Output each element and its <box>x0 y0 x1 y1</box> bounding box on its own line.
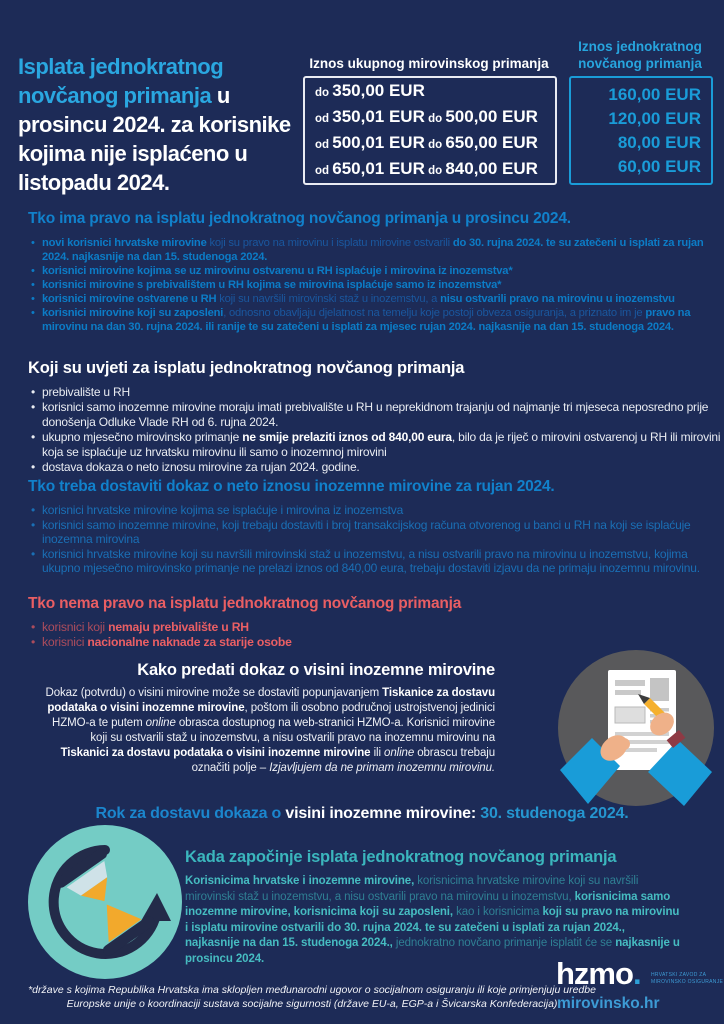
text-segment: Rok za dostavu dokaza o <box>95 805 286 822</box>
bullet-item <box>30 503 722 518</box>
bullet-item <box>30 460 722 475</box>
section-title-when-payment: Kada započinje isplata jednokratnog novčanog primanja <box>185 848 617 866</box>
title-line <box>18 81 291 110</box>
hzmo-org-name <box>651 972 723 985</box>
payout-amount: 80,00 EUR <box>617 132 701 152</box>
text-segment: novčanog primanja <box>18 83 212 108</box>
section-title-how-submit: Kako predati dokaz o visini inozemne mirovine <box>137 661 495 679</box>
bullet-item <box>30 264 722 278</box>
text-segment: novi korisnici hrvatske mirovine <box>42 237 210 249</box>
text-segment: korisnicima samo inozemne mirovine, korisnicima koji su zaposleni, <box>185 890 671 918</box>
text-segment: 30. studenoga 2024. <box>480 805 629 822</box>
text-segment: Tiskanice za dostavu podataka o visini inozemne mirovine <box>47 687 495 714</box>
hourglass-deadline-illustration <box>28 825 182 979</box>
text-segment: korisnici mirovine ostvarene u RH <box>42 293 220 305</box>
text-segment: od <box>315 138 333 151</box>
text-segment: dostava dokaza o neto iznosu mirovine za rujan 2024. godine. <box>42 460 360 474</box>
text-segment: listopadu 2024. <box>18 170 170 195</box>
text-segment: , odnosno obavljaju djelatnost na temelju koje postoji obveza osiguranja, a priznato im je <box>223 307 646 319</box>
text-segment: obrascu trebaju označiti polje – <box>191 747 495 774</box>
bullet-item <box>30 547 722 576</box>
how-submit-body <box>40 686 495 776</box>
text-segment: 500,00 EUR <box>445 106 538 126</box>
title-line <box>18 110 291 139</box>
text-segment: koji su pravo na mirovinu i isplatu mirovine ostvarili do 30. rujna 2024. te su zatečeni u isplati za rujan 2024., najkasnije na dan 15. studenoga 2024., <box>185 906 680 949</box>
text-segment: obrasca dostupnog na web-stranici HZMO-a. Korisnici mirovine koji su ostvarili staž u inozemstvu, a nisu ostvarili pravo na inozemnu mirovinu na <box>90 717 495 744</box>
bullet-item <box>30 430 722 460</box>
bullet-item <box>30 385 722 400</box>
pension-range-row <box>315 158 555 182</box>
deadline-line <box>0 805 724 823</box>
page-title <box>18 52 291 197</box>
text-segment: pravo na mirovinu na dan 30. rujna 2024. ili ranije te su zatečeni u isplati za mjesec rujan 2024. najkasnije na dan 15. studenoga 2024. <box>42 307 691 333</box>
bullet-item <box>30 306 722 334</box>
bullet-item <box>30 518 722 547</box>
text-segment: Tiskanici za dostavu podataka o visini inozemne mirovine <box>60 747 371 759</box>
text-segment: 350,00 EUR <box>332 80 425 100</box>
text-segment: online <box>384 747 415 759</box>
text-segment: korisnici mirovine koji su zaposleni <box>42 307 224 319</box>
text-segment: prebivalište u RH <box>42 385 130 399</box>
pension-ranges-box <box>303 76 557 185</box>
text-segment: korisnici <box>42 635 88 649</box>
text-segment: kao i korisnicima <box>452 906 543 918</box>
eligibility-bullet-list <box>30 236 722 334</box>
text-segment: ne smije prelaziti iznos od 840,00 eura <box>242 430 452 444</box>
text-segment: nisu ostvarili pravo na mirovinu u inozemstvu <box>440 293 675 305</box>
title-line <box>18 139 291 168</box>
text-segment: Izjavljujem da ne primam inozemnu mirovinu. <box>269 762 495 774</box>
text-segment: koji su pravo na mirovinu i isplatu mirovine ostvarili <box>209 237 453 249</box>
section-title-not-eligible: Tko nema pravo na isplatu jednokratnog novčanog primanja <box>28 595 462 612</box>
text-segment: ili <box>370 747 385 759</box>
text-segment: do <box>424 138 446 151</box>
text-segment: jednokratno novčano primanje isplatit će se <box>392 937 616 949</box>
footnote: *države s kojima Republika Hrvatska ima sklopljen međunarodni ugovor o socijalnom osiguranju ili koje primjenjuju uredbe Europske unije o koordinaciji sustava socijalne sigurnosti (države EU-a, EGP-a i Švicarska Konfederacija) <box>28 984 596 1010</box>
hzmo-logo <box>556 958 641 990</box>
text-segment: , bilo da je riječ o mirovini ostvarenoj u RH ili mirovini koja se isplaćuje uz hrvatsku mirovinu ili samo o inozemnoj mirovini <box>42 430 721 459</box>
text-segment: 500,01 EUR <box>332 132 425 152</box>
text-segment: korisnici koji <box>42 620 109 634</box>
text-segment: ukupno mjesečno mirovinsko primanje <box>42 430 243 444</box>
hands-filling-form-illustration <box>558 650 714 806</box>
text-segment: 650,01 EUR <box>332 158 425 178</box>
text-segment: prosincu 2024. za korisnike <box>18 112 291 137</box>
text-segment: korisnici samo inozemne mirovine moraju imati prebivalište u RH u neprekidnom trajanju od najmanje tri mjeseca neposredno prije donošenja Odluke Vlade RH od 6. rujna 2024. <box>42 400 709 429</box>
conditions-bullet-list <box>30 385 722 475</box>
table-header-line: novčanog primanja <box>578 56 702 71</box>
payout-amounts-box <box>569 76 713 185</box>
text-segment: koji su navršili mirovinski staž u inozemstvu, a <box>219 293 441 305</box>
text-segment: 840,00 EUR <box>445 158 538 178</box>
section-how-submit <box>40 661 495 776</box>
text-segment: najkasnije u prosincu 2024. <box>185 937 680 965</box>
pension-range-row <box>315 132 555 156</box>
text-segment: Dokaz (potvrdu) o visini mirovine može se dostaviti popunjavanjem <box>45 687 383 699</box>
section-when-payment <box>185 848 680 967</box>
payout-amount: 120,00 EUR <box>608 108 701 128</box>
text-segment: korisnici hrvatske mirovine kojima se isplaćuje i mirovina iz inozemstva <box>42 503 404 517</box>
text-segment: korisnici mirovine s prebivalištem u RH kojima se mirovina isplaćuje samo iz inozemstva* <box>42 279 502 291</box>
text-segment: 350,01 EUR <box>332 106 425 126</box>
text-segment: , poštom ili osobno područnoj ustrojstvenoj jedinici HZMO-a te putem <box>52 702 495 729</box>
text-segment: korisnici hrvatske mirovine koji su navršili mirovinski staž u inozemstvu, a nisu ostvarili pravo na mirovinu u inozemstvu, kojima ukupno mjesečno mirovinsko primanje ne prelazi iznos od 840,00 eura, trebaju dostaviti izjavu da ne primaju inozemnu mirovinu. <box>42 546 700 576</box>
payout-amount: 160,00 EUR <box>608 84 701 104</box>
pension-range-row <box>315 80 555 104</box>
text-segment: do <box>424 112 446 125</box>
bullet-item <box>30 236 722 264</box>
when-payment-body <box>185 874 680 967</box>
bullet-item <box>30 400 722 430</box>
text-segment: od <box>315 164 333 177</box>
text-segment: od <box>315 112 333 125</box>
table-header-line: Iznos jednokratnog <box>578 39 702 54</box>
section-title-proof-who: Tko treba dostaviti dokaz o neto iznosu inozemne mirovine za rujan 2024. <box>28 478 555 495</box>
table-header-one-time-amount <box>562 38 718 72</box>
text-segment: do <box>315 86 333 99</box>
bullet-item <box>30 635 722 650</box>
text-segment: Isplata jednokratnog <box>18 54 224 79</box>
text-segment: korisnici mirovine kojima se uz mirovinu ostvarenu u RH isplaćuje i mirovina iz inozemstva* <box>42 265 513 277</box>
table-header-total-pension: Iznos ukupnog mirovinskog primanja <box>309 56 549 71</box>
text-segment: korisnici samo inozemne mirovine, koji trebaju dostaviti i broj transakcijskog računa otvorenog u banci u RH na koji se isplaćuje inozemna mirovina <box>42 517 691 547</box>
payout-amount: 60,00 EUR <box>617 156 701 176</box>
text-segment: nemaju prebivalište u RH <box>108 620 249 634</box>
text-segment: nacionalne naknade za starije osobe <box>87 635 292 649</box>
proof-bullet-list <box>30 503 722 576</box>
text-segment: kojima nije isplaćeno u <box>18 141 248 166</box>
title-line <box>18 168 291 197</box>
section-title-eligibility: Tko ima pravo na isplatu jednokratnog novčanog primanja u prosincu 2024. <box>28 210 571 227</box>
section-title-conditions: Koji su uvjeti za isplatu jednokratnog novčanog primanja <box>28 359 465 377</box>
text-segment: do 30. rujna 2024. te su zatečeni u isplati za rujan 2024. najkasnije na dan 15. studenoga 2024. <box>42 237 704 263</box>
text-segment: do <box>424 164 446 177</box>
bullet-item <box>30 278 722 292</box>
text-segment: online <box>145 717 176 729</box>
text-segment: visini inozemne mirovine: <box>285 805 481 822</box>
text-segment: 650,00 EUR <box>445 132 538 152</box>
bullet-item <box>30 292 722 306</box>
text-segment: u <box>211 83 230 108</box>
pension-range-row <box>315 106 555 130</box>
hzmo-logo-text: hzmo <box>556 956 633 991</box>
text-segment: korisnicima hrvatske mirovine koji su navršili mirovinski staž u inozemstvu, a nisu ostvarili pravo na mirovinu u inozemstvu, <box>185 875 639 903</box>
hzmo-org-line: MIROVINSKO OSIGURANJE <box>651 978 724 985</box>
bullet-item <box>30 620 722 635</box>
title-line <box>18 52 291 81</box>
text-segment: Korisnicima hrvatske i inozemne mirovine, <box>185 875 415 887</box>
mirovinsko-hr-link[interactable]: mirovinsko.hr <box>557 995 660 1012</box>
hzmo-logo-dot: . <box>632 956 641 991</box>
hzmo-org-line: HRVATSKI ZAVOD ZA <box>651 972 707 978</box>
not-eligible-bullet-list <box>30 620 722 650</box>
